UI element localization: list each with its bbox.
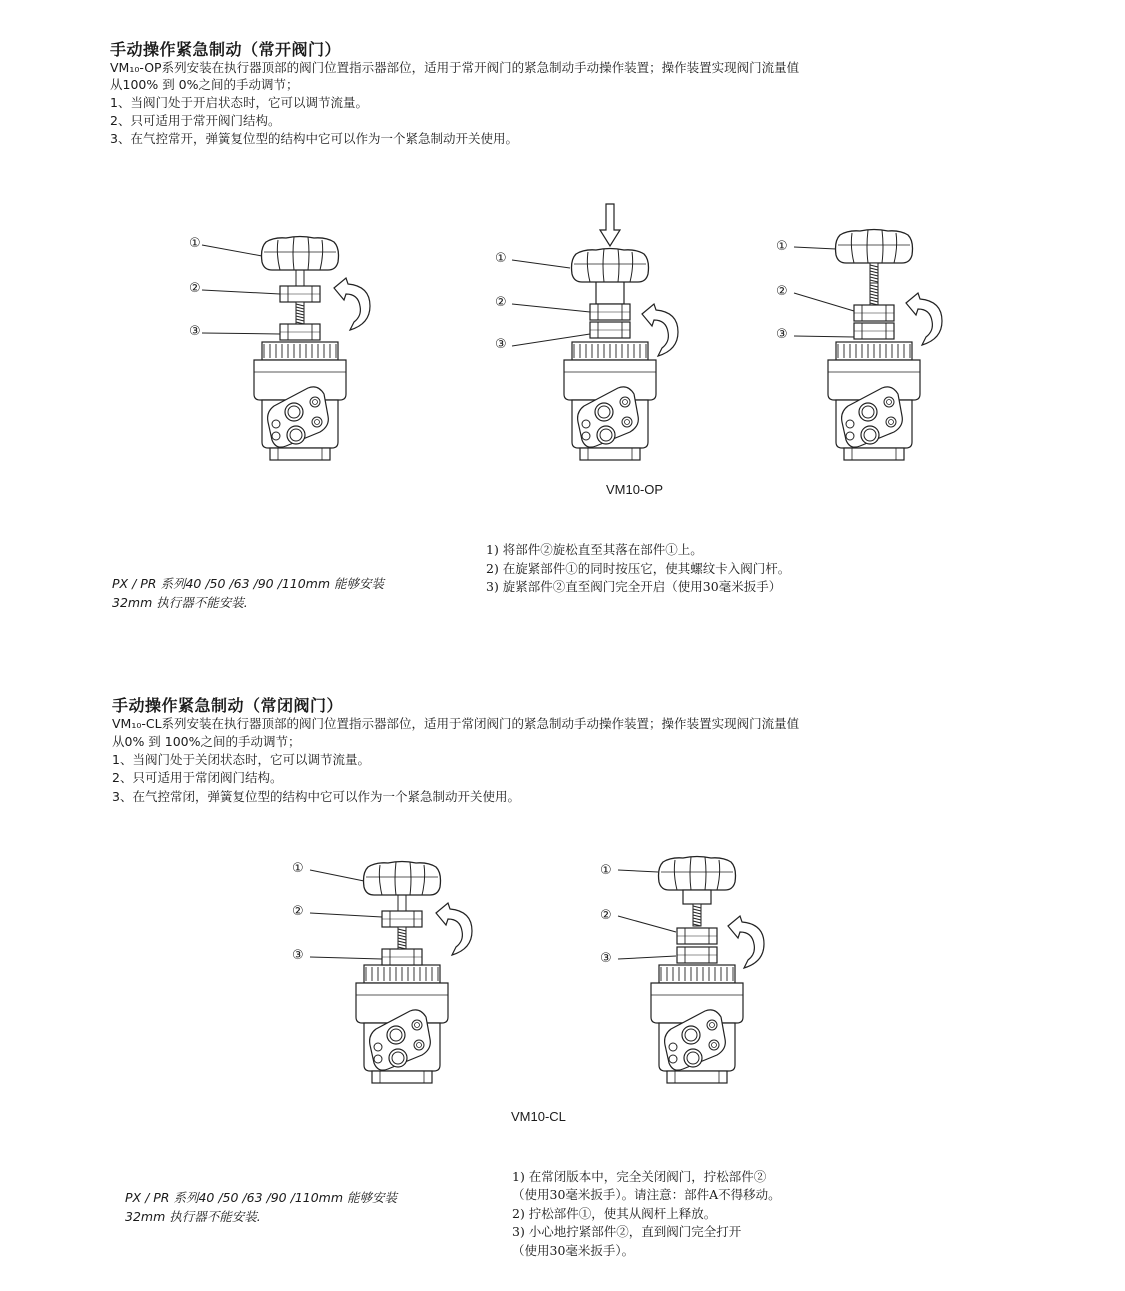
callout-2: ② <box>600 908 612 923</box>
valve-body-drawing <box>254 342 346 460</box>
callout-2: ② <box>495 295 507 310</box>
callout-1: ① <box>189 236 201 251</box>
rotation-arrow-icon <box>436 903 472 955</box>
leader-line <box>794 293 854 311</box>
op-valve-figure-3 <box>760 225 960 470</box>
section-op-item-3: 3、在气控常开，弹簧复位型的结构中它可以作为一个紧急制动开关使用。 <box>110 131 518 146</box>
handwheel-drawing <box>572 249 649 283</box>
section-cl-note-line-2: 32mm 执行器不能安装. <box>125 1209 261 1224</box>
cl-valve-figure-1 <box>280 855 500 1095</box>
callout-1: ① <box>600 863 612 878</box>
section-op-step-3: 3) 旋紧部件②直至阀门完全开启（使用30毫米扳手） <box>486 579 782 594</box>
section-cl-step-3-cont: （使用30毫米扳手）。 <box>512 1243 635 1258</box>
callout-3: ③ <box>189 324 201 339</box>
leader-line <box>512 304 590 312</box>
base-nut-drawing <box>382 949 422 965</box>
leader-line <box>618 916 676 932</box>
section-op-intro-line-1: VM₁₀-OP系列安装在执行器顶部的阀门位置指示器部位，适用于常开阀门的紧急制动手动操作装置；操作装置实现阀门流量值 <box>110 60 800 75</box>
lock-nut-drawing <box>677 928 717 944</box>
thread-drawing <box>870 283 878 305</box>
callout-3: ③ <box>600 951 612 966</box>
rotation-arrow-icon <box>334 278 370 330</box>
thread-drawing <box>693 904 701 926</box>
callout-2: ② <box>189 281 201 296</box>
thread-drawing <box>398 927 406 949</box>
leader-line <box>310 913 382 917</box>
base-nut-drawing <box>854 323 894 339</box>
leader-line <box>512 260 570 268</box>
callout-2: ② <box>776 284 788 299</box>
leader-line <box>794 247 836 249</box>
figure-caption-op: VM10-OP <box>606 482 664 497</box>
press-down-arrow-icon <box>600 204 620 246</box>
leader-line <box>794 336 854 337</box>
handwheel-drawing <box>262 237 339 271</box>
section-cl-intro-line-2: 从0% 到 100%之间的手动调节； <box>112 734 301 749</box>
section-op-intro-line-2: 从100% 到 0%之间的手动调节； <box>110 77 299 92</box>
section-cl-note-line-1: PX / PR 系列40 /50 /63 /90 /110mm 能够安装 <box>125 1190 398 1205</box>
section-cl-intro-line-1: VM₁₀-CL系列安装在执行器顶部的阀门位置指示器部位，适用于常闭阀门的紧急制动手动操作装置；操作装置实现阀门流量值 <box>112 716 800 731</box>
leader-line <box>618 870 658 872</box>
callout-3: ③ <box>776 327 788 342</box>
op-valve-figure-1 <box>180 230 380 470</box>
callout-1: ① <box>292 861 304 876</box>
leader-line <box>202 333 280 334</box>
section-cl-title: 手动操作紧急制动（常闭阀门） <box>112 696 344 715</box>
section-op-item-1: 1、当阀门处于开启状态时，它可以调节流量。 <box>110 95 368 110</box>
rotation-arrow-icon <box>906 293 942 345</box>
valve-stem-drawing <box>683 890 711 904</box>
op-valve-figure-2 <box>490 200 690 470</box>
callout-3: ③ <box>495 337 507 352</box>
figure-caption-cl: VM10-CL <box>511 1109 566 1124</box>
valve-body-drawing <box>564 342 656 460</box>
section-cl-step-1-cont: （使用30毫米扳手）。请注意：部件A不得移动。 <box>512 1187 781 1202</box>
rotation-arrow-icon <box>728 916 764 968</box>
section-op-title: 手动操作紧急制动（常开阀门） <box>110 40 342 59</box>
callout-3: ③ <box>292 948 304 963</box>
leader-line <box>310 870 364 881</box>
lock-nut-drawing <box>382 911 422 927</box>
section-cl-step-3: 3) 小心地拧紧部件②，直到阀门完全打开 <box>512 1224 742 1239</box>
valve-body-drawing <box>651 965 743 1083</box>
thread-drawing <box>296 302 304 324</box>
valve-body-drawing <box>356 965 448 1083</box>
lock-nut-drawing <box>854 305 894 321</box>
base-nut-drawing <box>590 322 630 338</box>
section-cl-item-1: 1、当阀门处于关闭状态时，它可以调节流量。 <box>112 752 370 767</box>
callout-1: ① <box>776 239 788 254</box>
section-op-item-2: 2、只可适用于常开阀门结构。 <box>110 113 281 128</box>
leader-line <box>202 245 262 256</box>
leader-line <box>618 956 676 959</box>
leader-line <box>310 957 382 959</box>
section-cl-step-2: 2) 拧松部件①，使其从阀杆上释放。 <box>512 1206 717 1221</box>
section-op-step-2: 2) 在旋紧部件①的同时按压它，使其螺纹卡入阀门杆。 <box>486 561 791 576</box>
callout-2: ② <box>292 904 304 919</box>
base-nut-drawing <box>280 324 320 340</box>
valve-body-drawing <box>828 342 920 460</box>
section-op-step-1: 1) 将部件②旋松直至其落在部件①上。 <box>486 542 703 557</box>
section-op-note-line-2: 32mm 执行器不能安装. <box>112 595 248 610</box>
thread-drawing <box>870 263 878 285</box>
section-op-note-line-1: PX / PR 系列40 /50 /63 /90 /110mm 能够安装 <box>112 576 385 591</box>
section-cl-step-1: 1) 在常闭版本中，完全关闭阀门，拧松部件② <box>512 1169 767 1184</box>
handwheel-drawing <box>659 857 736 891</box>
leader-line <box>202 290 280 294</box>
lock-nut-drawing <box>590 304 630 320</box>
lock-nut-drawing <box>280 286 320 302</box>
base-nut-drawing <box>677 947 717 963</box>
handwheel-drawing <box>836 230 913 264</box>
callout-1: ① <box>495 251 507 266</box>
section-cl-item-3: 3、在气控常闭，弹簧复位型的结构中它可以作为一个紧急制动开关使用。 <box>112 789 520 804</box>
cl-valve-figure-2 <box>590 850 810 1095</box>
handwheel-drawing <box>364 862 441 896</box>
section-cl-item-2: 2、只可适用于常闭阀门结构。 <box>112 770 283 785</box>
